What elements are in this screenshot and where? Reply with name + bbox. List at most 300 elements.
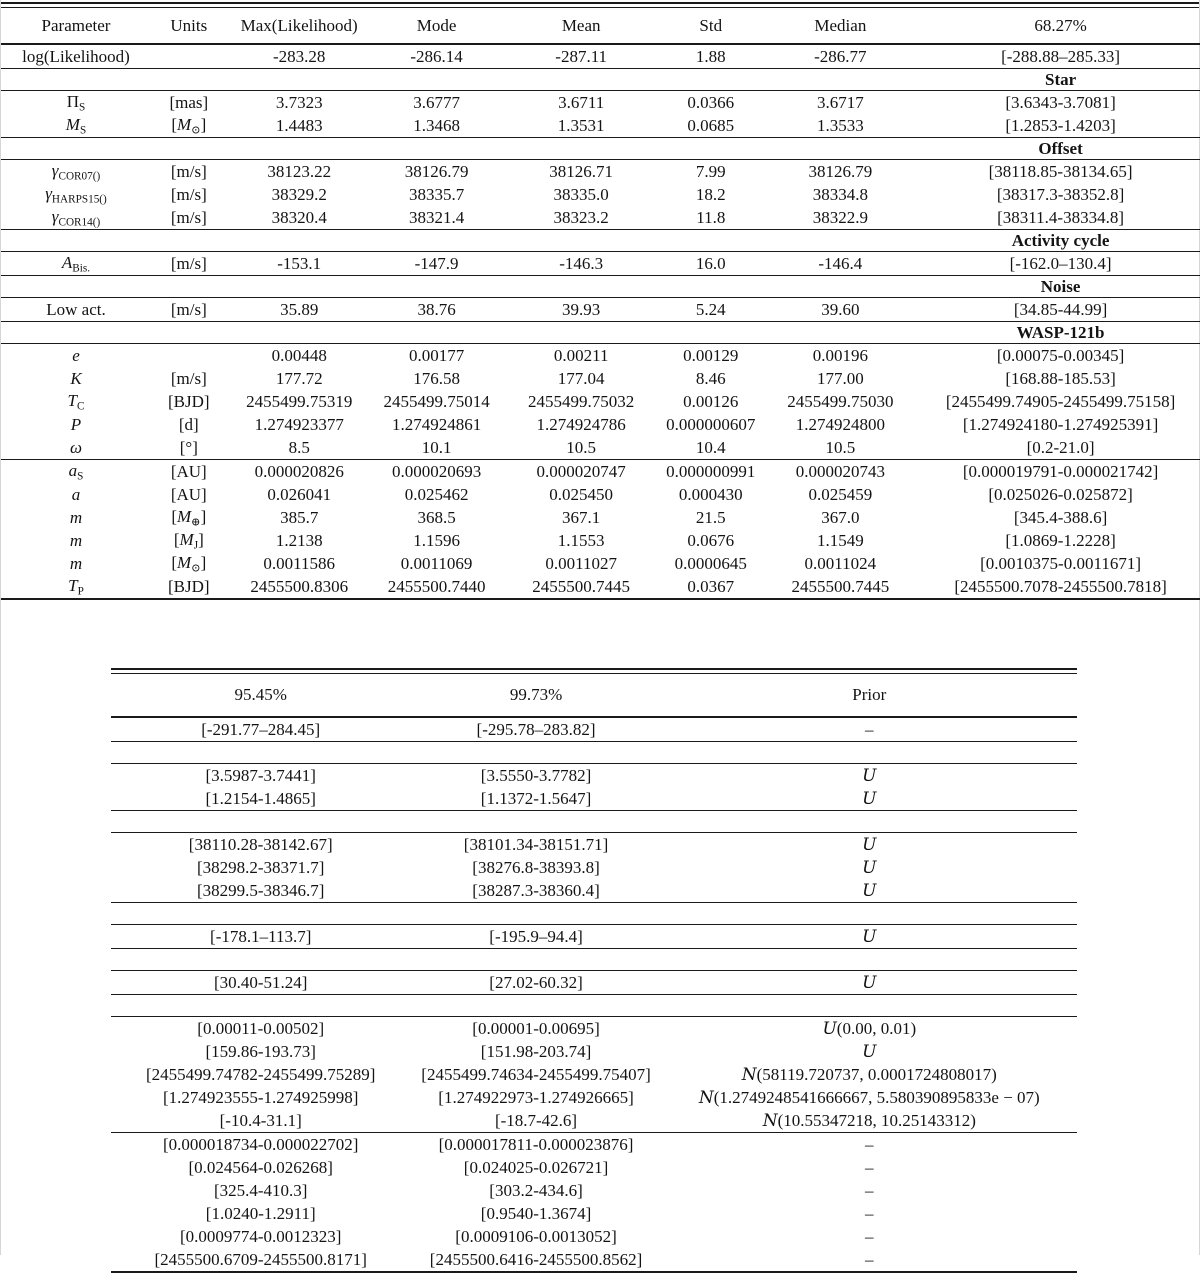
value-cell: 39.93 [562,299,601,319]
prior-cell [662,971,1077,995]
table-row [111,1086,1077,1109]
unit-roman: [m/s] [170,207,207,227]
value-cell: 1.3531 [557,115,605,135]
value-cell: 1.274924786 [536,414,626,434]
unit-roman: [m/s] [170,253,207,273]
ci99-cell: [0.0009106-0.0013052] [455,1226,617,1246]
param-italic: T [67,390,77,410]
section-spacer [1,230,920,252]
ci99-cell: [38276.8-38393.8] [472,857,600,877]
header-cell-ci68: 68.27% [920,8,1200,44]
section-spacer [1,276,920,298]
units-cell [151,367,227,390]
section-spacer [111,995,1077,1017]
section-spacer [1,322,920,344]
param-cell [1,206,151,230]
header-cell-mode: Mode [372,8,502,44]
table-row [111,925,1077,949]
value-cell: 0.0011586 [263,553,335,573]
value-cell: -147.9 [414,253,459,273]
prior-cell [662,856,1077,879]
section-label: Offset [1038,138,1083,158]
ci95-cell: [2455499.74782-2455499.75289] [145,1064,376,1084]
param-subscript: Bis. [72,262,91,275]
unit-roman: [ [171,552,177,572]
value-cell: 0.025450 [549,484,614,504]
unit-close: ] [200,552,207,572]
table-row [1,344,1200,368]
header-cell-mean: Mean [501,8,661,44]
prior-cell [662,717,1077,742]
table-row [1,183,1200,206]
section-row [111,995,1077,1017]
value-cell: 0.00126 [683,391,739,411]
value-cell: 18.2 [695,184,726,204]
table-row [111,1133,1077,1157]
prior-cell [662,1086,1077,1109]
value-cell: 38334.8 [812,184,868,204]
value-cell: -153.1 [277,253,322,273]
value-cell: [0.2-21.0] [1026,437,1095,457]
unit-roman: [d] [178,414,199,434]
value-cell: 0.025462 [404,484,469,504]
param-subscript: COR07() [58,170,101,183]
value-cell: 0.000000607 [666,414,756,434]
ci99-cell: [1.274922973-1.274926665] [438,1087,634,1107]
prior-cell [662,925,1077,949]
value-cell: 0.0685 [687,115,735,135]
value-cell: 0.000020747 [536,461,626,481]
ci95-cell: [-178.1–113.7] [210,926,312,946]
prior-cell [662,879,1077,903]
ci95-cell: [-10.4-31.1] [219,1110,302,1130]
table-row [1,367,1200,390]
param-roman: log(Likelihood) [22,46,130,66]
param-cell [1,298,151,322]
param-roman: Π [66,91,80,111]
prior-args: – [865,1226,874,1246]
table-row [1,575,1200,599]
prior-args: (1.2749248541666667, 5.580390895833e − 07) [713,1087,1040,1107]
prior-distribution-symbol: U [862,880,877,901]
table-row [111,833,1077,857]
value-cell: 38335.0 [553,184,609,204]
section-row [1,69,1200,91]
prior-cell [662,764,1077,788]
prior-args: (0.00, 0.01) [836,1018,917,1038]
value-cell: 3.6717 [816,92,864,112]
param-cell [1,483,151,506]
param-subscript: P [77,585,84,598]
value-cell: [-162.0–130.4] [1009,253,1112,273]
value-cell: -283.28 [272,46,326,66]
prior-cell [662,787,1077,811]
value-cell: 35.89 [280,299,319,319]
table-row [111,1109,1077,1133]
prior-cell [662,1248,1077,1272]
value-cell: 1.274924861 [391,414,482,434]
value-cell: 1.1549 [816,530,864,550]
value-cell: 0.000020693 [391,461,482,481]
ci99-cell: [-18.7-42.6] [494,1110,578,1130]
section-spacer [111,811,1077,833]
value-cell: -286.77 [814,46,867,66]
param-italic: e [72,345,80,365]
section-label: WASP-121b [1016,322,1105,342]
header-cell-units: Units [151,8,227,44]
table-row [1,298,1200,322]
ci99-cell: [0.000017811-0.000023876] [438,1134,634,1154]
value-cell: 0.0367 [687,576,735,596]
table-row [111,879,1077,903]
value-cell: 0.0011024 [804,553,877,573]
ci95-cell: [30.40-51.24] [213,972,308,992]
value-cell: [38118.85-38134.65] [988,161,1133,181]
value-cell: 2455499.75030 [787,391,894,411]
ci95-cell: [159.86-193.73] [205,1041,316,1061]
value-cell: 0.000020826 [254,461,344,481]
value-cell: 368.5 [417,507,456,527]
table-row [1,390,1200,413]
ci99-cell: [3.5550-3.7782] [480,765,592,785]
unit-subscript: J [193,539,199,552]
value-cell: 385.7 [280,507,319,527]
param-italic: P [70,414,82,434]
param-italic: a [71,484,81,504]
ci99-cell: [-195.9–94.4] [489,926,583,946]
value-cell: 1.88 [695,46,726,66]
table-row [111,1202,1077,1225]
value-cell: [0.00075-0.00345] [996,345,1125,365]
value-cell: 5.24 [695,299,726,319]
value-cell: 3.6711 [558,92,605,112]
value-cell: 0.00196 [812,345,868,365]
ci99-cell: [2455500.6416-2455500.8562] [429,1249,643,1269]
value-cell: 177.72 [275,368,323,388]
units-cell [151,183,227,206]
table-row [1,44,1200,69]
value-cell: [3.6343-3.7081] [1005,92,1116,112]
units-cell [151,552,227,575]
unit-roman: [AU] [170,484,207,504]
value-cell: 0.00448 [271,345,327,365]
value-cell: 10.1 [421,437,452,457]
table-row [1,206,1200,230]
value-cell: 38123.22 [267,161,332,181]
value-cell: 1.3468 [413,115,460,135]
prior-cell [662,1133,1077,1157]
ci95-cell: [3.5987-3.7441] [205,765,316,785]
units-cell [151,390,227,413]
ci95-cell: [0.00011-0.00502] [197,1018,325,1038]
section-label: Star [1044,69,1077,89]
param-subscript: S [77,470,84,483]
ci95-cell: [0.000018734-0.000022702] [162,1134,359,1154]
param-italic: M [65,114,80,134]
table-row [111,1179,1077,1202]
param-cell [1,252,151,276]
table-row [111,764,1077,788]
header-cell-maxlikelihood: Max(Likelihood) [227,8,372,44]
units-cell [151,114,227,138]
value-cell: [1.0869-1.2228] [1005,530,1116,550]
value-cell: 10.4 [695,437,726,457]
table-row [111,1017,1077,1041]
units-cell [151,252,227,276]
table-row [111,1225,1077,1248]
value-cell: 0.0366 [687,92,735,112]
value-cell: 367.1 [562,507,601,527]
unit-close: ] [200,506,207,526]
units-cell [151,575,227,599]
header-cell-prior: Prior [662,674,1077,717]
param-italic: ω [69,437,82,457]
param-cell [1,575,151,599]
value-cell: 0.025459 [808,484,873,504]
unit-subscript: ⊕ [191,516,201,529]
table-row [111,1156,1077,1179]
value-cell: 367.0 [821,507,860,527]
param-italic: K [70,368,82,388]
value-cell: 0.026041 [267,484,332,504]
section-label: Activity cycle [1011,230,1110,250]
value-cell: 2455499.75014 [383,391,490,411]
value-cell: 1.1553 [557,530,605,550]
param-cell [1,344,151,368]
value-cell: [2455500.7078-2455500.7818] [954,576,1167,596]
table-row [1,160,1200,184]
value-cell: 176.58 [413,368,460,388]
value-cell: [2455499.74905-2455499.75158] [945,391,1176,411]
param-cell [1,114,151,138]
ci99-cell: [1.1372-1.5647] [480,788,592,808]
param-cell [1,367,151,390]
prior-distribution-symbol: U [862,972,877,993]
posterior-table-continued [111,674,1077,1273]
unit-close: ] [200,114,207,134]
param-cell [1,436,151,460]
ci95-cell: [-291.77–284.45] [201,719,321,739]
units-cell [151,529,227,552]
ci99-cell: [151.98-203.74] [480,1041,592,1061]
value-cell: 11.8 [696,207,726,227]
header-cell-ci99: 99.73% [410,674,661,717]
value-cell: 38321.4 [408,207,465,227]
ci95-cell: [2455500.6709-2455500.8171] [154,1249,367,1269]
param-italic: m [69,530,83,550]
section-spacer [1,69,920,91]
prior-cell [662,1063,1077,1086]
header-row [111,674,1077,717]
ci99-cell: [38101.34-38151.71] [463,834,609,854]
param-subscript: C [76,400,85,413]
value-cell: 38126.71 [549,161,614,181]
prior-cell [662,1040,1077,1063]
value-cell: 0.00129 [683,345,739,365]
unit-roman: [m/s] [170,161,207,181]
prior-distribution-symbol: U [862,926,877,947]
value-cell: 177.04 [557,368,605,388]
prior-distribution-symbol: U [862,765,877,786]
value-cell: 16.0 [695,253,726,273]
ci95-cell: [1.0240-1.2911] [205,1203,316,1223]
value-cell: 1.274923377 [254,414,344,434]
table-row [1,460,1200,484]
value-cell: 38335.7 [408,184,465,204]
value-cell: 2455499.75319 [246,391,353,411]
table-row [1,114,1200,138]
value-cell: 0.00211 [553,345,609,365]
unit-italic: M [177,114,192,134]
ci95-cell: [1.2154-1.4865] [205,788,316,808]
section-label: Noise [1040,276,1081,296]
ci95-cell: [0.024564-0.026268] [188,1157,333,1177]
table-row [111,787,1077,811]
value-cell: 38329.2 [271,184,327,204]
table-row [111,1063,1077,1086]
unit-roman: [°] [179,437,198,457]
value-cell: 38.76 [417,299,456,319]
section-row [1,276,1200,298]
prior-args: – [865,719,874,739]
prior-args: – [865,1157,874,1177]
table-row [111,1248,1077,1272]
value-cell: [1.274924180-1.274925391] [962,414,1159,434]
unit-roman: [m/s] [170,299,207,319]
prior-distribution-symbol: U [862,857,877,878]
unit-subscript: ⊙ [191,562,201,575]
table-row [111,856,1077,879]
unit-roman: [AU] [170,461,207,481]
prior-distribution-symbol: U [822,1018,837,1039]
ci99-cell: [27.02-60.32] [489,972,583,992]
prior-distribution-symbol: U [862,788,877,809]
value-cell: 38323.2 [553,207,609,227]
value-cell: 8.46 [695,368,726,388]
value-cell: 0.000020743 [795,461,885,481]
header-cell-median: Median [761,8,921,44]
param-italic: T [68,575,78,595]
units-cell [151,44,227,69]
ci99-cell: [2455499.74634-2455499.75407] [421,1064,651,1084]
prior-cell [662,1179,1077,1202]
value-cell: 0.0011027 [545,553,617,573]
value-cell: 2455499.75032 [528,391,635,411]
value-cell: 0.0676 [687,530,735,550]
section-spacer [111,742,1077,764]
param-cell [1,552,151,575]
unit-roman: [BJD] [168,391,210,411]
section-row [111,742,1077,764]
value-cell: 0.000000991 [666,461,756,481]
section-spacer [111,949,1077,971]
unit-roman: [mas] [169,92,209,112]
table-row [1,436,1200,460]
table-row [1,529,1200,552]
prior-distribution-symbol: U [862,834,877,855]
value-cell: 2455500.8306 [250,576,349,596]
section-row [1,322,1200,344]
value-cell: 10.5 [825,437,856,457]
param-italic: γ [51,160,59,180]
param-subscript: S [79,124,87,137]
param-italic: m [69,553,83,573]
section-row [111,811,1077,833]
ci95-cell: [38299.5-38346.7] [196,880,325,900]
value-cell: 1.3533 [816,115,864,135]
value-cell: 39.60 [821,299,860,319]
table-row [1,506,1200,529]
units-cell [151,91,227,115]
table-row [111,1040,1077,1063]
table-row [1,483,1200,506]
param-cell [1,160,151,184]
value-cell: 38126.79 [404,161,469,181]
ci99-cell: [0.024025-0.026721] [463,1157,609,1177]
ci99-cell: [38287.3-38360.4] [472,880,600,900]
param-cell [1,413,151,436]
value-cell: 0.0011069 [400,553,473,573]
units-cell [151,460,227,484]
value-cell: 7.99 [695,161,726,181]
ci95-cell: [0.0009774-0.0012323] [179,1226,342,1246]
unit-roman: [m/s] [170,368,207,388]
value-cell: 3.6777 [413,92,460,112]
param-subscript: HARPS15() [51,193,107,206]
param-subscript: COR14() [58,216,101,229]
table-row [1,252,1200,276]
table-row [111,971,1077,995]
header-cell-std: Std [661,8,761,44]
prior-args: – [865,1134,874,1154]
value-cell: 1.2138 [275,530,323,550]
param-italic: m [69,507,83,527]
value-cell: 38320.4 [271,207,327,227]
unit-roman: [m/s] [170,184,207,204]
value-cell: 1.4483 [275,115,323,135]
unit-roman: [ [171,114,177,134]
prior-distribution-symbol: U [862,1041,877,1062]
value-cell: -286.14 [410,46,463,66]
prior-distribution-symbol: N [741,1064,757,1085]
prior-cell [662,1225,1077,1248]
value-cell: 8.5 [288,437,310,457]
value-cell: [34.85-44.99] [1013,299,1108,319]
units-cell [151,298,227,322]
value-cell: 1.1596 [413,530,460,550]
units-cell [151,206,227,230]
value-cell: 177.00 [816,368,864,388]
param-italic: γ [45,183,52,203]
prior-args: (58119.720737, 0.0001724808017) [756,1064,997,1084]
value-cell: [1.2853-1.4203] [1005,115,1116,135]
unit-roman: [ [173,529,180,549]
prior-cell [662,1017,1077,1041]
value-cell: 0.00177 [408,345,465,365]
unit-roman: [ [171,506,177,526]
value-cell: 0.0000645 [674,553,747,573]
value-cell: [-288.88–285.33] [1001,46,1121,66]
unit-italic: M [177,506,192,526]
prior-args: – [865,1180,874,1200]
unit-italic: M [177,552,192,572]
ci95-cell: [38298.2-38371.7] [196,857,325,877]
param-italic: γ [51,206,59,226]
value-cell: 0.000430 [678,484,743,504]
header-cell-ci95: 95.45% [111,674,410,717]
prior-distribution-symbol: N [762,1110,778,1131]
units-cell [151,413,227,436]
